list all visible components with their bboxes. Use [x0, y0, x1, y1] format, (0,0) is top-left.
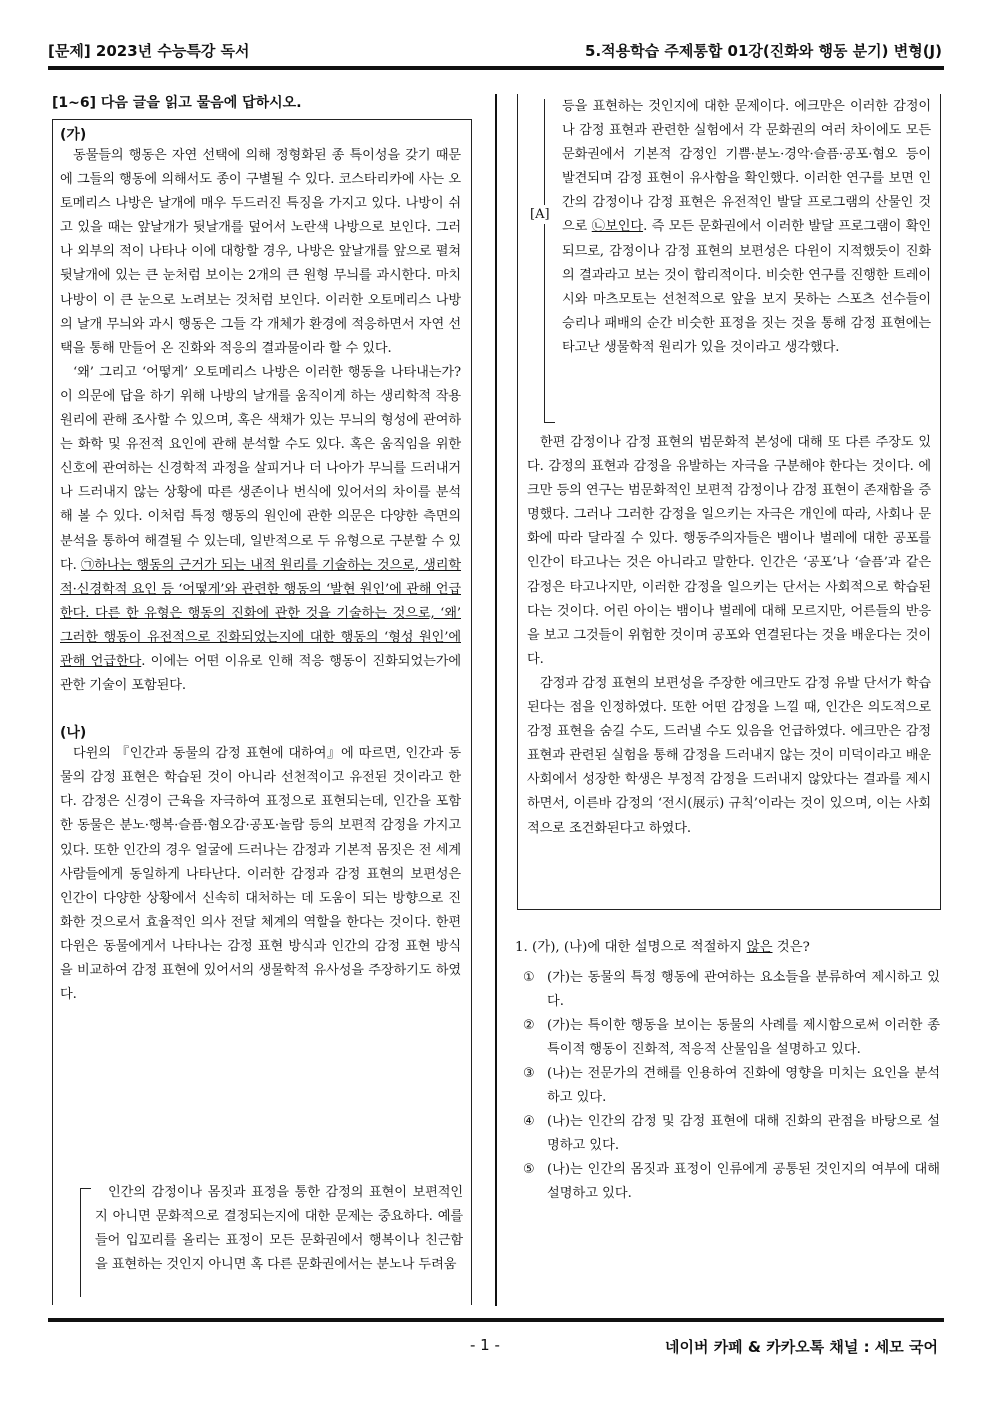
bottom-rule: [48, 1318, 944, 1322]
question-1: [515, 936, 940, 1206]
option-number: ④: [523, 1114, 535, 1129]
bracket-a-part2: [562, 95, 931, 360]
page-number: - 1 -: [470, 1336, 500, 1354]
option-text: (나)는 전문가의 견해를 인용하여 진화에 영향을 미치는 요인을 분석하고 있다.: [547, 1066, 940, 1105]
question-stem-post: 것은?: [772, 940, 810, 955]
bracket-a-part2-text: [562, 95, 931, 360]
option-number: ①: [523, 970, 535, 985]
bracket-a-line: [544, 99, 555, 423]
question-stem-emphasis: 않은: [746, 940, 773, 955]
passage-na-paragraph-4: 감정과 감정 표현의 보편성을 주장한 에크만도 감정 유발 단서가 학습된다는 점을 인정하였다. 또한 어떤 감정을 느낄 때, 인간은 의도적으로 감정 표현을 숨길 수도, 드러낼 수도 있음을 언급하였다. 에크만은 감정 표현과 관련된 실험을 통해 감정을 드러내지 않는 것이 미덕이라고 배운 사회에서 성장한 학생은 부정적 감정을 드러내지 않았다는 결과를 제시하면서, 이른바 감정의 ‘전시(展示) 규칙’이라는 것이 있으며, 이는 사회적으로 조건화된다고 하였다.: [527, 675, 931, 836]
option-number: ②: [523, 1018, 535, 1033]
option-text: (가)는 동물의 특정 행동에 관여하는 요소들을 분류하여 제시하고 있다.: [547, 970, 940, 1009]
bracket-a-part1: [95, 1181, 463, 1277]
option-4[interactable]: [515, 1110, 940, 1158]
bracket-a-part1-text: 인간의 감정이나 몸짓과 표정을 통한 감정의 표현이 보편적인지 아니면 문화적으로 결정되는지에 대한 문제는 중요하다. 예를 들어 입꼬리를 올리는 표정이 모든 문화권에서 행복이나 친근함을 표현하는 것인지 아니면 혹 다른 문화권에서는 분노나 두려움: [95, 1185, 463, 1273]
passage-na-paragraph-3: 한편 감정이나 감정 표현의 범문화적 본성에 대해 또 다른 주장도 있다. 감정의 표현과 감정을 유발하는 자극을 구분해야 한다는 것이다. 에크만 등의 연구는 범문화적인 보편적 감정이나 감정 표현이 존재함을 증명했다. 그러나 그러한 감정을 일으키는 자극은 개인에 따라, 사회나 문화에 따라 달라질 수 있다. 행동주의자들은 뱀이나 벌레에 대한 공포를 인간이 타고나는 것은 아니라고 말한다. 인간은 ‘공포’나 ‘슬픔’과 같은 감정은 타고나지만, 이러한 감정을 일으키는 단서는 사회적으로 학습된다는 것이다. 어린 아이는 뱀이나 벌레에 대해 모르지만, 어른들의 반응을 보고 그것들이 위험한 것이며 공포와 연결된다는 것을 배운다는 것이다.: [527, 435, 931, 667]
underlined-passage-a: ㉠하나는 행동의 근거가 되는 내적 원리를 기술하는 것으로, 생리학적·신경학적 요인 등 ‘어떻게’와 관련한 행동의 ‘발현 원인’에 관해 언급한다. 다른 한 유형은 행동의 진화에 관한 것을 기술하는 것으로, ‘왜’ 그러한 행동이 유전적으로 진화되었는지에 대한 행동의 ‘형성 원인’에 관해 언급한다: [60, 557, 462, 669]
passage-ga-paragraph-2: [60, 361, 461, 698]
header-right: 5.적용학습 주제통합 01강(진화와 행동 분기) 변형(J): [585, 42, 942, 60]
footer-channel: 네이버 카페 & 카카오톡 채널 : 세모 국어: [665, 1338, 938, 1356]
option-text: (나)는 인간의 몸짓과 표정이 인류에게 공통된 것인지의 여부에 대해 설명하고 있다.: [547, 1162, 940, 1201]
option-text: (나)는 인간의 감정 및 감정 표현에 대해 진화의 관점을 바탕으로 설명하고 있다.: [547, 1114, 940, 1153]
passage-na-continuation: [527, 431, 931, 841]
question-1-stem: [515, 936, 940, 960]
instruction: [1~6] 다음 글을 읽고 물음에 답하시오.: [52, 95, 302, 111]
option-3[interactable]: [515, 1062, 940, 1110]
option-number: ③: [523, 1066, 535, 1081]
passage-na-label: (나): [60, 725, 87, 742]
passage-na-paragraph-1: 다윈의 『인간과 동물의 감정 표현에 대하여』에 따르면, 인간과 동물의 감정 표현은 학습된 것이 아니라 선천적이고 유전된 것이라고 한다. 감정은 신경이 근육을 자극하여 표정으로 표현되는데, 인간을 포함한 동물은 분노·행복·슬픔·혐오감·공포·놀람 등의 보편적 감정을 가지고 있다. 또한 인간의 경우 얼굴에 드러나는 감정과 기본적 몸짓은 전 세계 사람들에게 동일하게 나타난다. 이러한 감정과 감정 표현의 보편성은 인간이 다양한 상황에서 신속히 대처하는 데 도움이 되는 방향으로 진화한 것으로서 효율적인 의사 전달 체계의 역할을 한다는 것이다. 한편 다윈은 동물에게서 나타나는 감정 표현 방식과 인간의 감정 표현 방식을 비교하여 감정 표현에 있어서의 생물학적 유사성을 주장하기도 하였다.: [60, 746, 461, 1003]
passage-ga-p2-text: ‘왜’ 그리고 ‘어떻게’ 오토메리스 나방은 이러한 행동을 나타내는가? 이 의문에 답을 하기 위해 나방의 날개를 움직이게 하는 생리학적 작용 원리에 관해 조사할 수 있으며, 혹은 색채가 있는 무늬의 형성에 관여하는 화학 및 유전적 요인에 관해 분석할 수도 있다. 혹은 움직임을 위한 신호에 관여하는 신경학적 과정을 살피거나 더 나아가 무늬를 드러내거나 드러내지 않는 상황에 따른 생존이나 번식에 있어서의 차이를 분석해 볼 수 있다. 이처럼 특정 행동의 원인에 관한 의문은 다양한 측면의 분석을 통하여 해결될 수 있는데, 일반적으로 두 유형으로 구분할 수 있다.: [60, 364, 461, 573]
passage-ga-label: (가): [60, 127, 87, 143]
header-left: [문제] 2023년 수능특강 독서: [48, 42, 250, 60]
passage-ga-p2-tail: . 이에는 어떤 이유로 인해 적응 행동이 진화되었는가에 관한 기술이 포함된다.: [60, 653, 461, 694]
bracket-a-label: [A]: [530, 207, 550, 222]
passage-left-box: [52, 119, 472, 1305]
bracket-a-p2-pre: 등을 표현하는 것인지에 대한 문제이다. 에크만은 이러한 감정이나 감정 표현과 관련한 실험에서 각 문화권의 여러 차이에도 모든 문화권에서 기본적 감정인 기쁨·분노·경악·슬픔·공포·혐오 등이 발견되며 감정 표현이 유사함을 확인했다. 이러한 연구를 보면 인간의 감정이나 감정 표현은 유전적인 발달 프로그램의 산물인 것으로: [562, 99, 931, 235]
column-separator: [495, 94, 497, 1306]
question-stem-pre: 1. (가), (나)에 대한 설명으로 적절하지: [515, 940, 747, 955]
option-number: ⑤: [523, 1162, 535, 1177]
option-5[interactable]: [515, 1158, 940, 1206]
option-1[interactable]: [515, 966, 940, 1014]
passage-ga-paragraph-1: 동물들의 행동은 자연 선택에 의해 정형화된 종 특이성을 갖기 때문에 그들의 행동에 의해서도 종이 구별될 수 있다. 코스타리카에 사는 오토메리스 나방은 날개에 매우 두드러진 특징을 가지고 있다. 나방이 쉬고 있을 때는 앞날개가 뒷날개를 덮어서 노란색 나방으로 보인다. 그러나 외부의 적이 나타나 이에 대항할 경우, 나방은 앞날개를 앞으로 펼쳐 뒷날개에 있는 큰 눈처럼 보이는 2개의 큰 원형 무늬를 과시한다. 마치 나방이 이 큰 눈으로 노려보는 것처럼 보인다. 이러한 오토메리스 나방의 날개 무늬와 과시 행동은 그들 각 개체가 환경에 적응하면서 자연 선택을 통해 만들어 온 진화와 적응의 결과물이라 할 수 있다.: [60, 148, 461, 356]
option-text: (가)는 특이한 행동을 보이는 동물의 사례를 제시함으로써 이러한 종 특이적 행동이 진화적, 적응적 산물임을 설명하고 있다.: [547, 1018, 940, 1057]
underlined-passage-b: ㉡보인다: [591, 219, 644, 235]
bracket-a-p2-post: . 즉 모든 문화권에서 이러한 발달 프로그램이 확인되므로, 감정이나 감정 표현의 보편성은 다윈이 지적했듯이 진화의 결과라고 보는 것이 합리적이다. 비슷한 연구를 진행한 트레이시와 마츠모토는 선천적으로 앞을 보지 못하는 스포츠 선수들이 승리나 패배의 순간 비슷한 표정을 짓는 것을 통해 감정 표현에는 타고난 생물학적 원리가 있을 것이라고 생각했다.: [562, 219, 931, 355]
top-rule: [48, 66, 944, 70]
option-2[interactable]: [515, 1014, 940, 1062]
bracket-a-top-marker: [80, 1188, 91, 1297]
